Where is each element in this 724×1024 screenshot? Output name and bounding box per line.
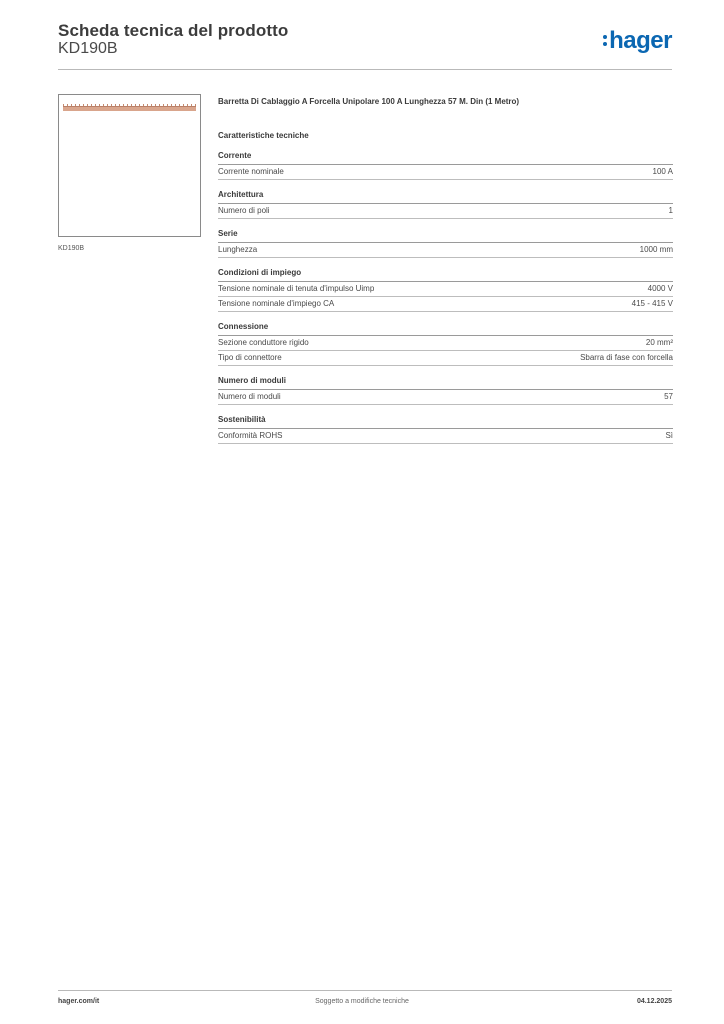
spec-row	[218, 351, 673, 366]
busbar-comb-image	[63, 104, 196, 110]
footer-note: Soggetto a modifiche tecniche	[315, 998, 409, 1005]
logo-text: hager	[609, 27, 672, 54]
footer-date: 04.12.2025	[636, 998, 672, 1005]
spec-section-title: Serie	[218, 229, 673, 243]
spec-label: Corrente nominale	[218, 167, 284, 176]
image-caption: KD190B	[58, 245, 85, 252]
spec-value: Sbarra di fase con forcella	[580, 353, 673, 362]
spec-label: Sezione conduttore rigido	[218, 338, 309, 347]
spec-section-title: Numero di moduli	[218, 376, 673, 390]
spec-row	[218, 165, 673, 180]
spec-label: Numero di moduli	[218, 392, 281, 401]
spec-section-title: Sostenibilità	[218, 415, 673, 429]
spec-value: 4000 V	[647, 284, 673, 293]
spec-label: Numero di poli	[218, 206, 270, 215]
specs-table	[218, 151, 673, 454]
spec-section-title: Architettura	[218, 190, 673, 204]
spec-section-title: Connessione	[218, 322, 673, 336]
footer-website[interactable]: hager.com/it	[58, 998, 100, 1005]
spec-section	[218, 151, 673, 180]
spec-row	[218, 282, 673, 297]
spec-label: Tensione nominale di tenuta d'impulso Uimp	[218, 284, 375, 293]
spec-section-title: Condizioni di impiego	[218, 268, 673, 282]
page-title: Scheda tecnica del prodotto	[58, 21, 289, 40]
product-image	[58, 94, 201, 237]
spec-section	[218, 229, 673, 258]
specs-heading: Caratteristiche tecniche	[218, 131, 309, 140]
spec-section	[218, 415, 673, 444]
hager-logo	[603, 28, 672, 54]
spec-value: 1	[668, 206, 673, 215]
logo-colon-icon	[603, 35, 607, 49]
spec-label: Conformità ROHS	[218, 431, 283, 440]
spec-row	[218, 390, 673, 405]
spec-label: Lunghezza	[218, 245, 258, 254]
spec-row	[218, 297, 673, 312]
spec-value: 20 mm²	[645, 338, 673, 347]
spec-value: Sì	[665, 431, 673, 440]
spec-section	[218, 190, 673, 219]
spec-value: 415 - 415 V	[631, 299, 673, 308]
spec-value: 100 A	[652, 167, 673, 176]
product-description: Barretta Di Cablaggio A Forcella Unipolare 100 A Lunghezza 57 M. Din (1 Metro)	[218, 97, 520, 106]
spec-row	[218, 336, 673, 351]
spec-row	[218, 243, 673, 258]
spec-row	[218, 429, 673, 444]
spec-section-title: Corrente	[218, 151, 673, 165]
spec-section	[218, 322, 673, 366]
footer-divider	[58, 990, 672, 991]
product-code: KD190B	[58, 40, 118, 57]
spec-section	[218, 268, 673, 312]
spec-section	[218, 376, 673, 405]
spec-row	[218, 204, 673, 219]
spec-value: 57	[664, 392, 673, 401]
spec-label: Tensione nominale d'impiego CA	[218, 299, 335, 308]
spec-value: 1000 mm	[639, 245, 673, 254]
header-divider	[58, 69, 672, 70]
spec-label: Tipo di connettore	[218, 353, 282, 362]
